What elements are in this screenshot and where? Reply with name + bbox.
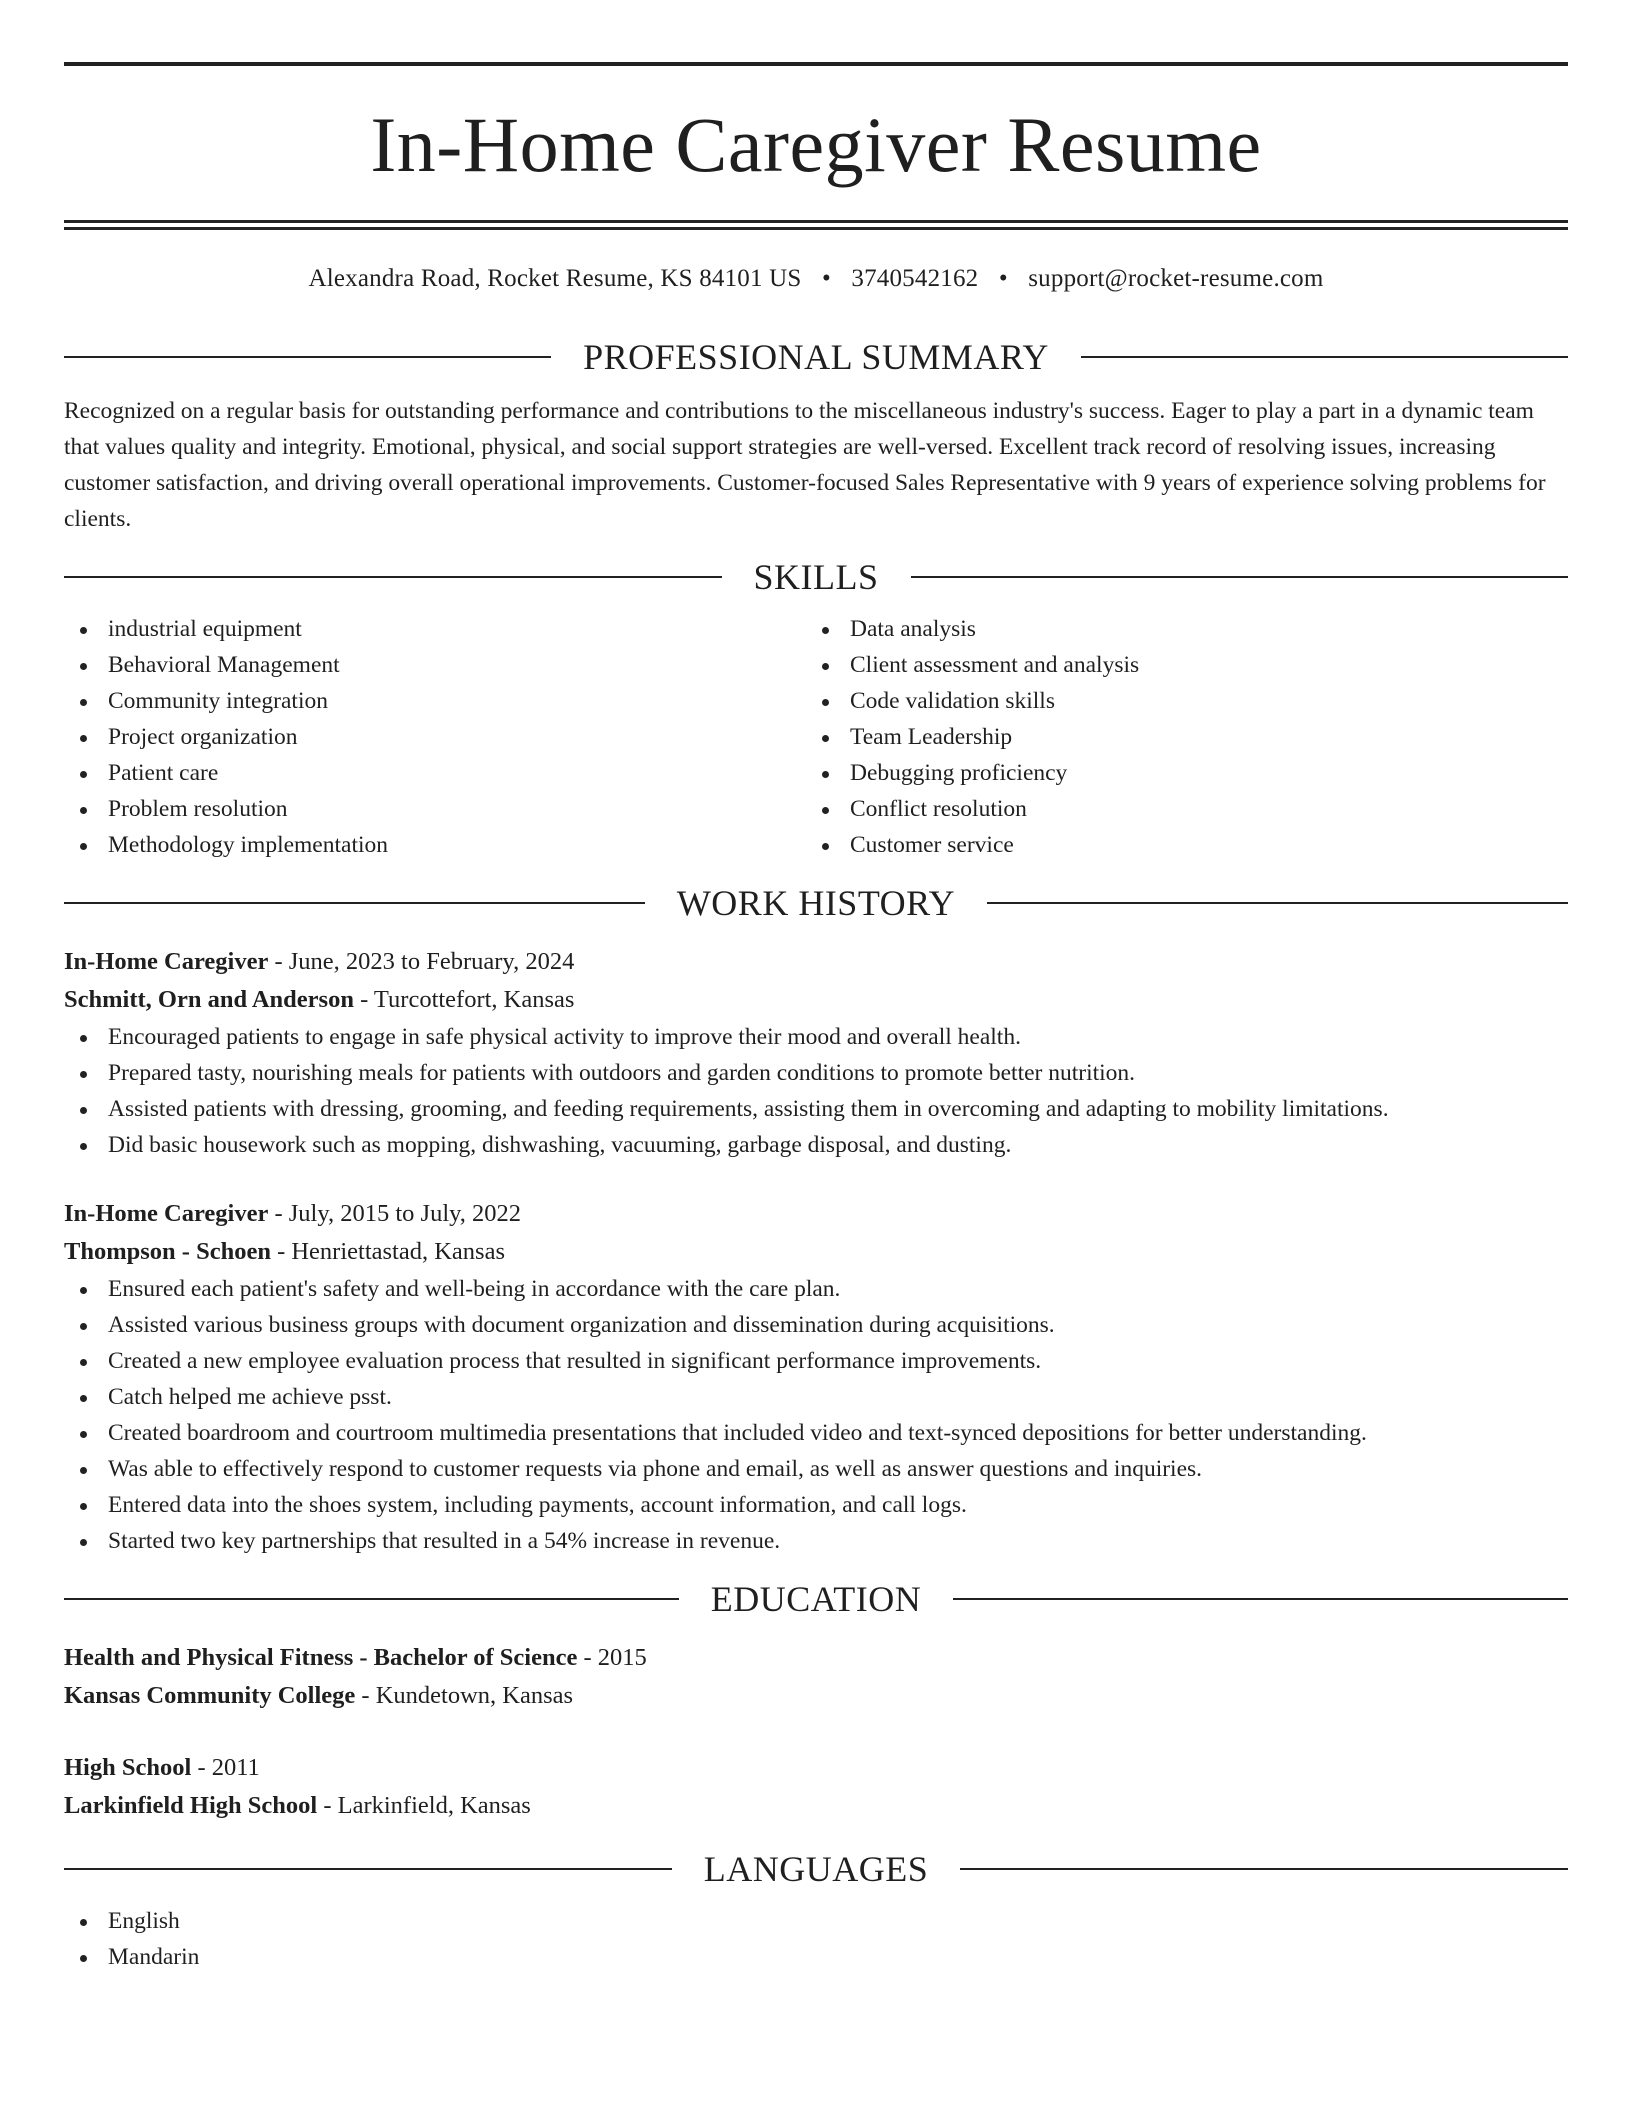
job-bullet: Was able to effectively respond to customer requests via phone and email, as well as answer questions and inquiries.: [64, 1451, 1568, 1487]
skill-item: Code validation skills: [806, 683, 1548, 719]
contact-separator: •: [998, 265, 1008, 292]
contact-address: Alexandra Road, Rocket Resume, KS 84101 US: [308, 265, 802, 292]
job-bullet: Did basic housework such as mopping, dishwashing, vacuuming, garbage disposal, and dusting.: [64, 1127, 1568, 1163]
skill-item: Team Leadership: [806, 719, 1548, 755]
resume-title: In-Home Caregiver Resume: [370, 101, 1262, 188]
education-year: - 2015: [577, 1644, 647, 1671]
section-rule-right: [911, 576, 1569, 578]
skill-item: Community integration: [64, 683, 806, 719]
education-school: Kansas Community College: [64, 1682, 356, 1709]
summary-text: Recognized on a regular basis for outstanding performance and contributions to the miscellaneous industry's success. Eager to play a part in a dynamic team that values quality and integrity. Emotional, physical, and social support strategies are well-versed. Excellent track record of resolving issues, increasing customer satisfaction, and driving overall operational improvements. Customer-focused Sales Representative with 9 years of experience solving problems for clients.: [64, 398, 1546, 532]
contact-separator: •: [821, 265, 831, 292]
section-rule-right: [953, 1598, 1568, 1600]
skills-grid: [64, 611, 1568, 863]
job-company-line: [64, 981, 1568, 1019]
section-rule-right: [987, 902, 1568, 904]
section-rule-left: [64, 902, 645, 904]
skill-item: industrial equipment: [64, 611, 806, 647]
skill-item: Customer service: [806, 827, 1548, 863]
education-location: - Larkinfield, Kansas: [317, 1792, 531, 1819]
section-languages-header: [64, 1851, 1568, 1887]
job-bullet: Started two key partnerships that resulted in a 54% increase in revenue.: [64, 1523, 1568, 1559]
section-rule-left: [64, 576, 722, 578]
section-rule-left: [64, 1598, 679, 1600]
contact-line: [64, 266, 1568, 291]
section-heading-work: WORK HISTORY: [676, 883, 956, 923]
job-bullet: Assisted various business groups with document organization and dissemination during acquisitions.: [64, 1307, 1568, 1343]
section-rule-left: [64, 356, 551, 358]
job-bullet: Entered data into the shoes system, including payments, account information, and call logs.: [64, 1487, 1568, 1523]
title-double-rule: [64, 220, 1568, 230]
education-degree-line: [64, 1639, 1568, 1677]
job-bullet: Prepared tasty, nourishing meals for patients with outdoors and garden conditions to promote better nutrition.: [64, 1055, 1568, 1091]
job-bullet: Assisted patients with dressing, grooming, and feeding requirements, assisting them in overcoming and adapting to mobility limitations.: [64, 1091, 1568, 1127]
section-education-header: [64, 1581, 1568, 1617]
skill-item: Data analysis: [806, 611, 1548, 647]
section-summary-header: [64, 339, 1568, 375]
section-work-header: [64, 885, 1568, 921]
job-company-line: [64, 1233, 1568, 1271]
education-degree: High School: [64, 1754, 192, 1781]
skill-item: Project organization: [64, 719, 806, 755]
section-heading-languages: LANGUAGES: [703, 1849, 929, 1889]
education-school-line: [64, 1787, 1568, 1825]
job-bullet: Catch helped me achieve psst.: [64, 1379, 1568, 1415]
skills-left-column: [64, 611, 806, 863]
language-item: English: [64, 1903, 1568, 1939]
job-bullets: [64, 1019, 1568, 1163]
job-location: - Turcottefort, Kansas: [353, 986, 575, 1013]
job-entry: [64, 1195, 1568, 1559]
skills-right-column: [806, 611, 1548, 863]
job-title-line: [64, 943, 1568, 981]
job-title: In-Home Caregiver: [64, 948, 269, 975]
section-heading-skills: SKILLS: [753, 557, 879, 597]
skill-item: Client assessment and analysis: [806, 647, 1548, 683]
section-heading-education: EDUCATION: [710, 1579, 922, 1619]
education-school: Larkinfield High School: [64, 1792, 318, 1819]
education-year: - 2011: [191, 1754, 260, 1781]
skill-item: Problem resolution: [64, 791, 806, 827]
language-item: Mandarin: [64, 1939, 1568, 1975]
contact-email: support@rocket-resume.com: [1028, 265, 1324, 292]
section-rule-right: [1081, 356, 1568, 358]
job-bullet: Ensured each patient's safety and well-being in accordance with the care plan.: [64, 1271, 1568, 1307]
section-rule-left: [64, 1868, 672, 1870]
education-entry: [64, 1749, 1568, 1825]
education-degree-line: [64, 1749, 1568, 1787]
education-school-line: [64, 1677, 1568, 1715]
job-bullet: Encouraged patients to engage in safe physical activity to improve their mood and overall health.: [64, 1019, 1568, 1055]
languages-list: [64, 1903, 1568, 1975]
skill-item: Methodology implementation: [64, 827, 806, 863]
job-location: - Henriettastad, Kansas: [270, 1238, 505, 1265]
contact-phone: 3740542162: [851, 265, 979, 292]
job-bullet: Created a new employee evaluation process that resulted in significant performance improvements.: [64, 1343, 1568, 1379]
job-entry: [64, 943, 1568, 1163]
education-location: - Kundetown, Kansas: [355, 1682, 574, 1709]
job-dates: - July, 2015 to July, 2022: [268, 1200, 522, 1227]
job-dates: - June, 2023 to February, 2024: [268, 948, 575, 975]
section-skills-header: [64, 559, 1568, 595]
education-entry: [64, 1639, 1568, 1715]
top-rule: [64, 62, 1568, 66]
job-bullets: [64, 1271, 1568, 1559]
section-rule-right: [960, 1868, 1568, 1870]
job-company: Thompson - Schoen: [64, 1238, 271, 1265]
job-company: Schmitt, Orn and Anderson: [64, 986, 354, 1013]
resume-page: [64, 62, 1568, 1975]
job-title-line: [64, 1195, 1568, 1233]
skill-item: Behavioral Management: [64, 647, 806, 683]
job-title: In-Home Caregiver: [64, 1200, 269, 1227]
section-heading-summary: PROFESSIONAL SUMMARY: [583, 337, 1049, 377]
skill-item: Debugging proficiency: [806, 755, 1548, 791]
job-bullet: Created boardroom and courtroom multimedia presentations that included video and text-synced depositions for better understanding.: [64, 1415, 1568, 1451]
education-degree: Health and Physical Fitness - Bachelor of Science: [64, 1644, 578, 1671]
skill-item: Conflict resolution: [806, 791, 1548, 827]
skill-item: Patient care: [64, 755, 806, 791]
